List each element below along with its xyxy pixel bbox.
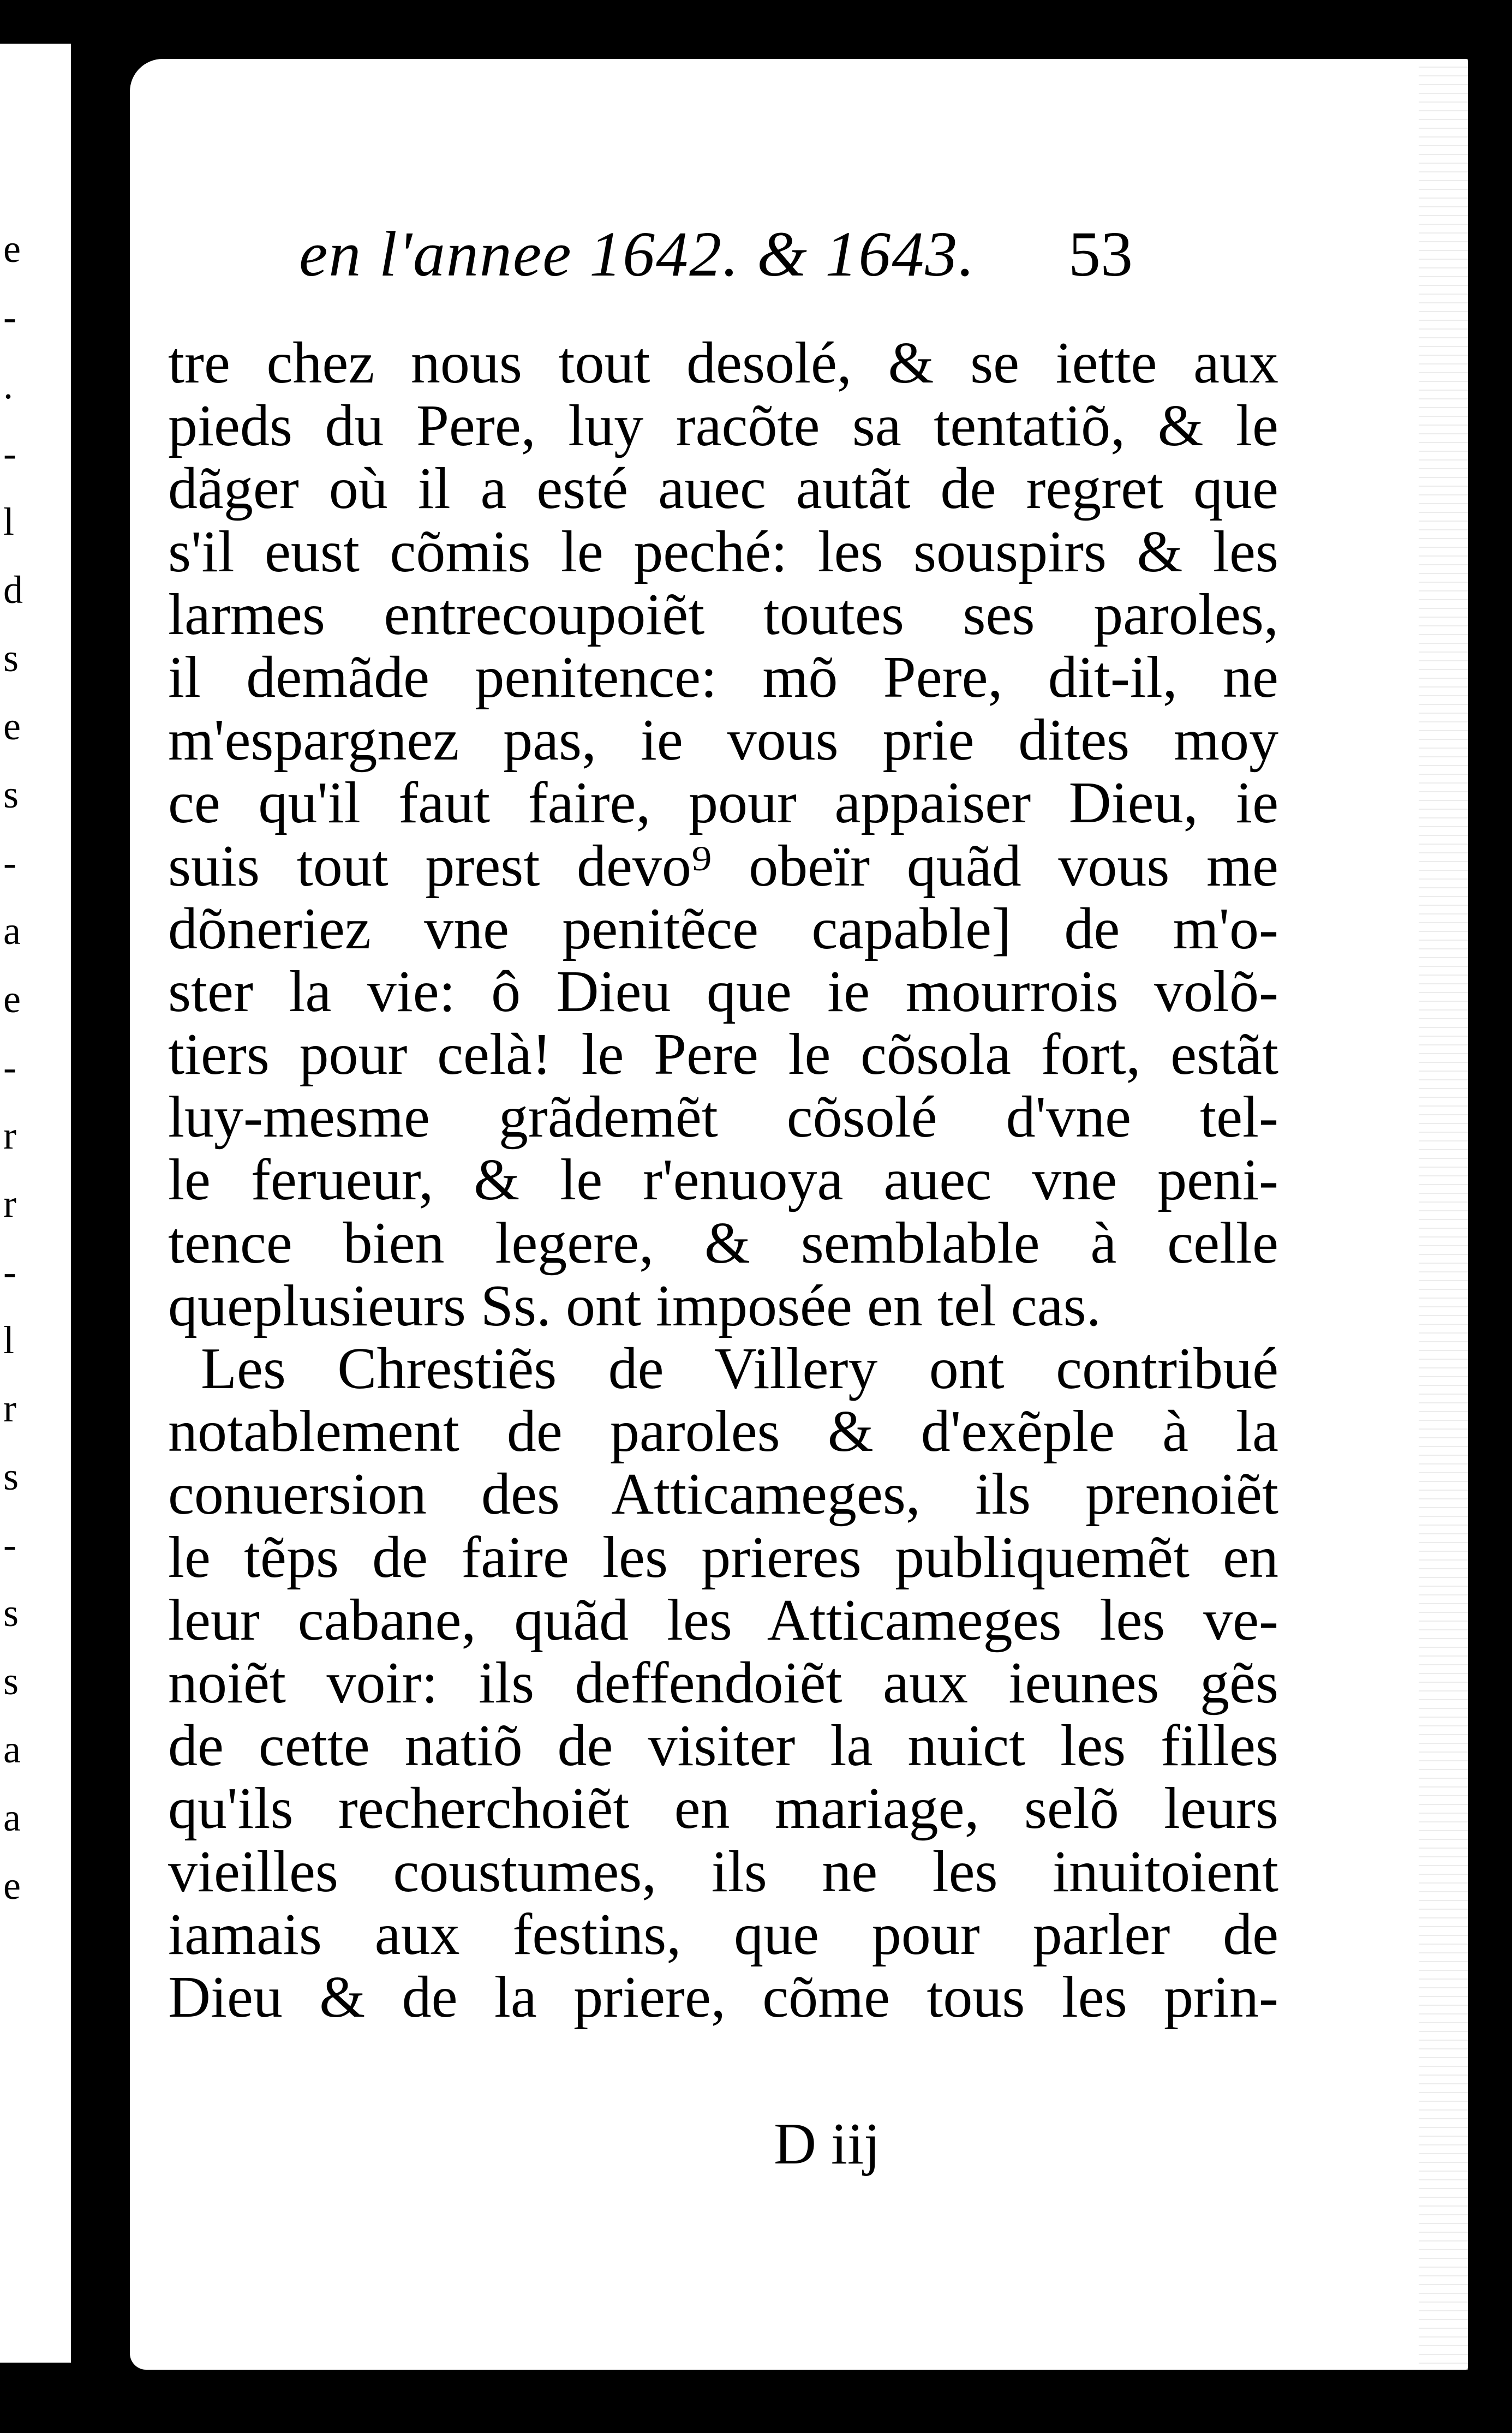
text-line: m'espargnez pas, ie vous prie dites moy xyxy=(168,708,1278,773)
text-line: tiers pour celà! le Pere le cõsola fort, estãt xyxy=(168,1022,1278,1087)
text-line: suis tout prest devo⁹ obeïr quãd vous me xyxy=(168,833,1278,899)
facing-page-mark: e xyxy=(3,1864,21,1908)
text-line: dõneriez vne penitẽce capable] de m'o- xyxy=(168,896,1278,961)
text-line: le ferueur, & le r'enuoya auec vne peni- xyxy=(168,1147,1278,1213)
text-line: ster la vie: ô Dieu que ie mourrois volõ- xyxy=(168,959,1278,1024)
text-line: larmes entrecoupoiẽt toutes ses paroles, xyxy=(168,582,1278,647)
text-line: s'il eust cõmis le peché: les souspirs & les xyxy=(168,519,1278,584)
facing-page-mark: - xyxy=(3,432,16,475)
text-line: notablement de paroles & d'exẽple à la xyxy=(168,1399,1278,1464)
body-text xyxy=(168,332,1278,2029)
facing-page-mark: e xyxy=(3,227,21,271)
facing-page-mark: - xyxy=(3,295,16,339)
text-line: tre chez nous tout desolé, & se iette aux xyxy=(168,331,1278,396)
facing-page-mark: s xyxy=(3,1455,19,1498)
facing-page-mark: a xyxy=(3,1796,21,1839)
facing-page-mark: - xyxy=(3,1523,16,1567)
text-line: de cette natiõ de visiter la nuict les filles xyxy=(168,1713,1278,1779)
facing-page-mark: l xyxy=(3,500,15,543)
facing-page-mark: s xyxy=(3,1659,19,1703)
text-line: tence bien legere, & semblable à celle xyxy=(168,1210,1278,1276)
text-line: queplusieurs Ss. ont imposée en tel cas. xyxy=(168,1273,1101,1338)
text-line: luy-mesme grãdemẽt cõsolé d'vne tel- xyxy=(168,1085,1278,1150)
text-line: qu'ils recherchoiẽt en mariage, selõ leurs xyxy=(168,1776,1278,1842)
facing-page-mark: a xyxy=(3,909,21,953)
text-line: dãger où il a esté auec autãt de regret que xyxy=(168,456,1278,522)
facing-page-mark: l xyxy=(3,1318,15,1362)
text-line: iamais aux festins, que pour parler de xyxy=(168,1902,1278,1967)
facing-page-mark: r xyxy=(3,1182,16,1226)
facing-page-mark: a xyxy=(3,1727,21,1771)
facing-page-mark: - xyxy=(3,1045,16,1089)
text-line: vieilles coustumes, ils ne les inuitoient xyxy=(168,1839,1278,1904)
facing-page-mark: s xyxy=(3,636,19,680)
facing-page-mark: r xyxy=(3,1386,16,1430)
book-page xyxy=(130,59,1468,2370)
facing-page-mark: e xyxy=(3,704,21,748)
text-line: Dieu & de la priere, cõme tous les prin- xyxy=(168,1964,1278,2030)
running-head: en l'annee 1642. & 1643. xyxy=(299,218,976,290)
text-line: noiẽt voir: ils deffendoiẽt aux ieunes gẽs xyxy=(168,1650,1278,1715)
page-number: 53 xyxy=(1068,218,1133,290)
facing-page-edge xyxy=(0,44,71,2363)
page-header xyxy=(130,195,1468,304)
facing-page-mark: - xyxy=(3,841,16,884)
facing-page-mark: . xyxy=(3,363,13,407)
facing-page-mark: d xyxy=(3,568,23,612)
paragraph-start-line: Les Chrestiẽs de Villery ont contribué xyxy=(201,1336,1278,1401)
text-line: conuersion des Atticameges, ils prenoiẽt xyxy=(168,1462,1278,1527)
text-line: pieds du Pere, luy racõte sa tentatiõ, & le xyxy=(168,393,1278,459)
text-line: leur cabane, quãd les Atticameges les ve- xyxy=(168,1587,1278,1653)
text-line: il demãde penitence: mõ Pere, dit-il, ne xyxy=(168,644,1278,710)
signature-mark: D iij xyxy=(774,2112,881,2177)
text-line: le tẽps de faire les prieres publiquemẽt en xyxy=(168,1525,1278,1590)
facing-page-mark: r xyxy=(3,1114,16,1157)
facing-page-mark: - xyxy=(3,1250,16,1294)
facing-page-mark: s xyxy=(3,773,19,816)
text-line: ce qu'il faut faire, pour appaiser Dieu, ie xyxy=(168,770,1278,836)
facing-page-mark: s xyxy=(3,1591,19,1635)
facing-page-mark: e xyxy=(3,977,21,1021)
